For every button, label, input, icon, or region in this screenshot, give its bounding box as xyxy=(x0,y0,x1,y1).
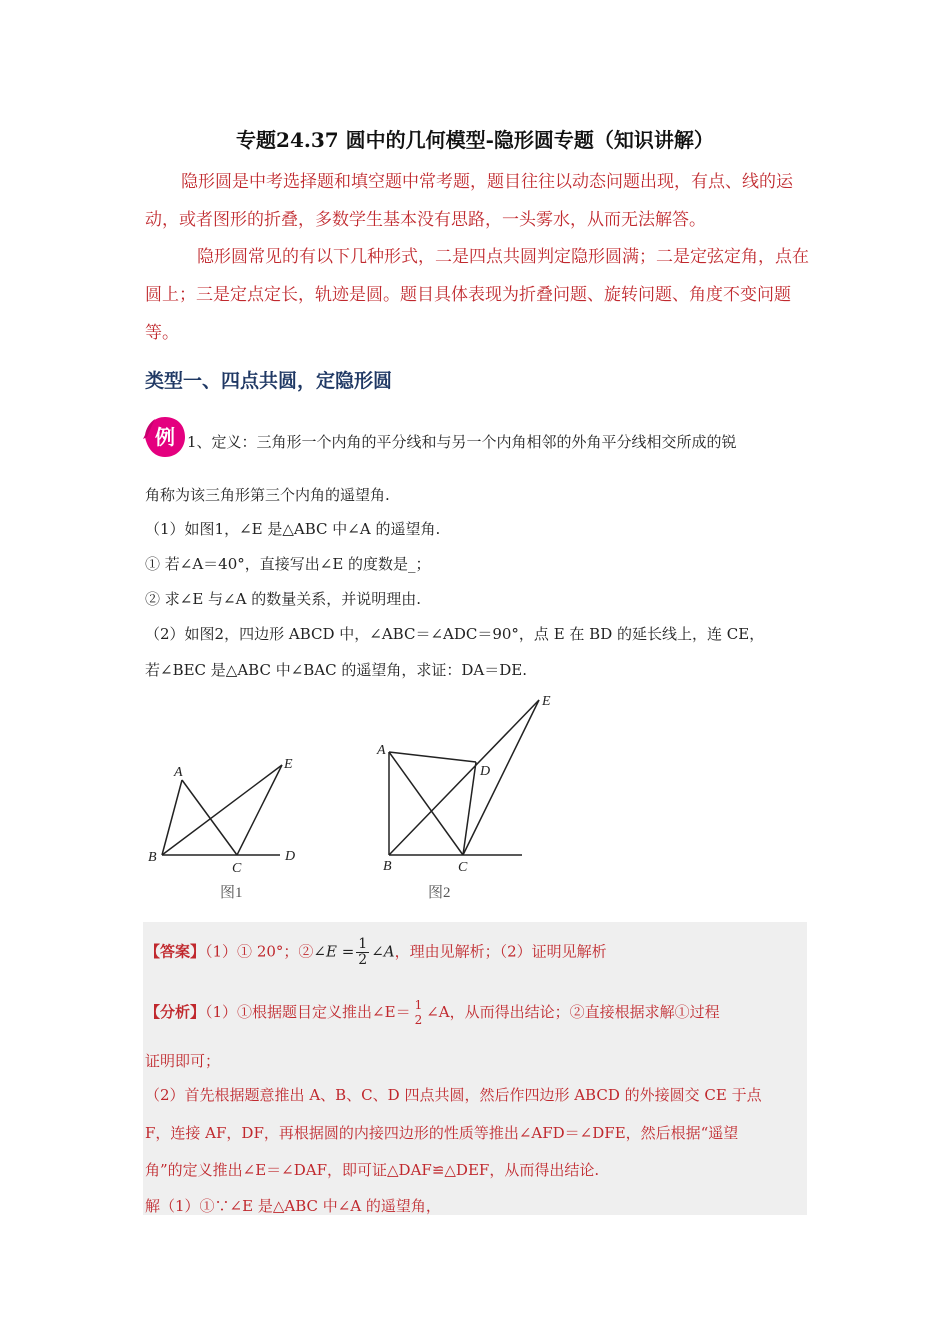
answer-fraction xyxy=(356,937,369,968)
answer-rest: ，理由见解析；（2）证明见解析 xyxy=(394,942,607,961)
fig2-label-b: B xyxy=(383,859,392,874)
fig1-segment-ec xyxy=(237,765,282,855)
fig1-label-e: E xyxy=(284,757,293,772)
fig2-segment-ad xyxy=(389,752,476,762)
analysis-fraction-denominator: 2 xyxy=(414,1013,423,1027)
answer-tag: 【答案】 xyxy=(145,942,206,961)
analysis-line-2: 证明即可； xyxy=(145,1052,221,1070)
problem-line-2: 角称为该三角形第三个内角的遥望角. xyxy=(145,486,390,504)
problem-line-1: 1、定义：三角形一个内角的平分线和与另一个内角相邻的外角平分线相交所成的锐 xyxy=(187,433,737,451)
answer-fraction-denominator: 2 xyxy=(358,952,368,968)
fig1-caption: 图1 xyxy=(220,885,243,901)
analysis-line-5: 角”的定义推出∠E＝∠DAF，即可证△DAF≌△DEF，从而得出结论. xyxy=(145,1161,600,1179)
fig2-caption: 图2 xyxy=(428,885,451,901)
analysis-line-4: F，连接 AF，DF，再根据圆的内接四边形的性质等推出∠AFD＝∠DFE，然后根据“遥望 xyxy=(145,1124,739,1142)
intro-forms-text: 隐形圆常见的有以下几种形式，二是四点共圆判定隐形圆满；二是定弦定角，点在圆上；三是定点定长，轨迹是圆。题目具体表现为折叠问题、旋转问题、角度不变问题等。 xyxy=(145,247,809,343)
section-heading: 类型一、四点共圆，定隐形圆 xyxy=(145,370,393,392)
analysis-tag: 【分析】 xyxy=(145,1003,206,1021)
figure-2 xyxy=(370,690,560,905)
analysis-line-1a: （1）①根据题目定义推出∠E＝ xyxy=(205,1003,411,1021)
figure-1 xyxy=(140,745,310,905)
question-2-line-2: 若∠BEC 是△ABC 中∠BAC 的遥望角，求证：DA＝DE. xyxy=(145,661,527,679)
analysis-fraction-numerator: 1 xyxy=(414,998,423,1012)
answer-angle-a: ∠A xyxy=(371,942,395,961)
analysis-line-1 xyxy=(145,998,720,1028)
intro-paragraph-2 xyxy=(145,238,815,352)
page-title: 专题24.37 圆中的几何模型-隐形圆专题（知识讲解） xyxy=(236,128,714,152)
fig2-segment-be xyxy=(389,700,539,855)
fig2-label-a: A xyxy=(377,743,386,758)
intro-paragraph: 隐形圆是中考选择题和填空题中常考题，题目往往以动态问题出现，有点、线的运动，或者图形的折叠，多数学生基本没有思路，一头雾水，从而无法解答。 xyxy=(145,172,793,230)
question-1 xyxy=(145,518,440,539)
fig2-label-e: E xyxy=(542,694,551,709)
fig1-segment-ac xyxy=(182,780,237,855)
fig1-label-c: C xyxy=(232,861,242,876)
fig1-label-d: D xyxy=(285,849,296,864)
analysis-line-1b: ∠A，从而得出结论；②直接根据求解①过程 xyxy=(426,1003,720,1021)
analysis-fraction xyxy=(413,998,425,1028)
fig2-segment-ac xyxy=(389,752,463,855)
question-1b: ② 求∠E 与∠A 的数量关系，并说明理由. xyxy=(145,590,421,608)
question-1a: ① 若∠A＝40°，直接写出∠E 的度数是_； xyxy=(145,555,431,573)
solution-line-1: 解（1）①∵∠E 是△ABC 中∠A 的遥望角， xyxy=(145,1197,441,1215)
analysis-line-3: （2）首先根据题意推出 A、B、C、D 四点共圆，然后作四边形 ABCD 的外接圆交 CE 于点 xyxy=(145,1086,762,1104)
example-badge-icon xyxy=(143,415,187,459)
answer-fraction-numerator: 1 xyxy=(358,936,368,952)
fig2-label-c: C xyxy=(458,860,468,875)
fig1-label-b: B xyxy=(148,850,157,865)
fig1-label-a: A xyxy=(174,765,183,780)
answer-part-1: （1）① 20°；② xyxy=(205,942,314,961)
fig1-segment-ba xyxy=(162,780,182,855)
answer-line xyxy=(145,937,607,968)
question-1-prefix: （1）如图1， xyxy=(145,520,240,538)
answer-angle-e: ∠E = xyxy=(313,942,355,961)
question-2-line-1: （2）如图2，四边形 ABCD 中，∠ABC＝∠ADC＝90°，点 E 在 BD 的延长线上，连 CE， xyxy=(145,625,765,643)
example-badge-text: 例 xyxy=(155,425,175,449)
question-1-text: ∠E 是△ABC 中∠A 的遥望角. xyxy=(239,520,441,538)
fig2-label-d: D xyxy=(480,764,491,779)
